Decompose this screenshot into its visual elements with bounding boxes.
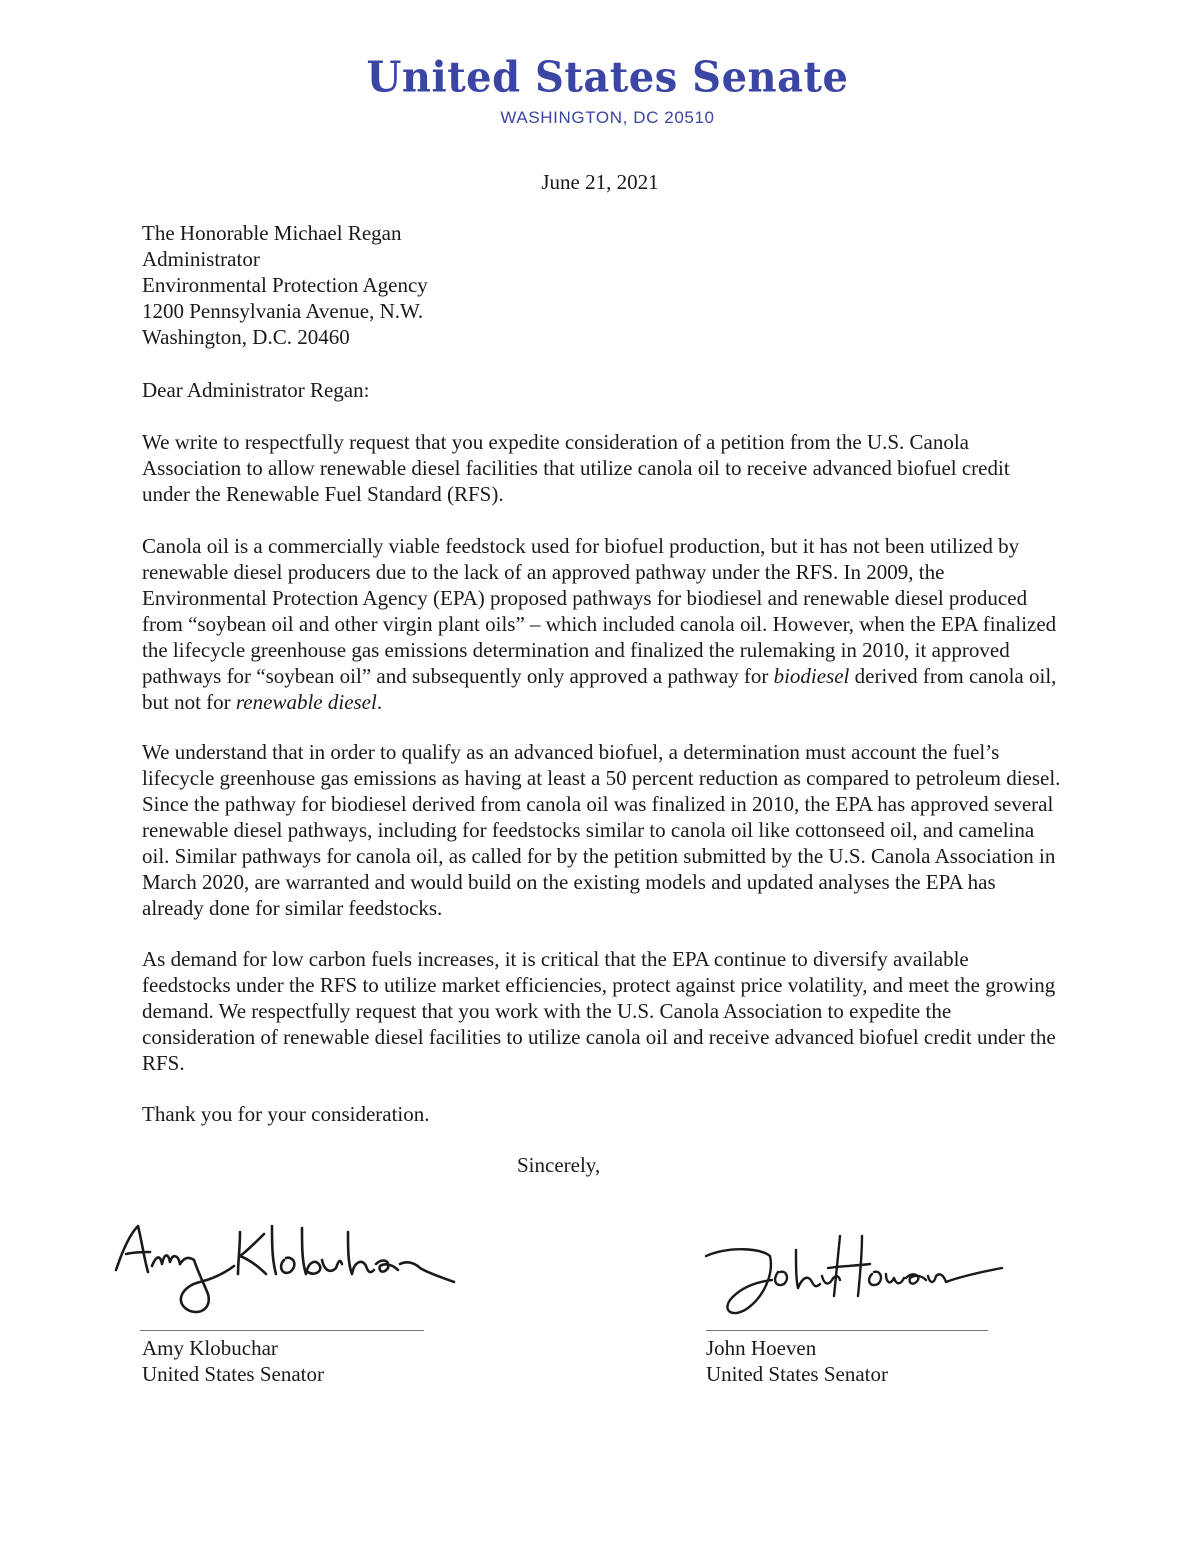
salutation: Dear Administrator Regan: <box>142 378 370 402</box>
emphasis-renewable-diesel: renewable diesel <box>235 690 377 714</box>
recipient-agency: Environmental Protection Agency <box>142 273 428 297</box>
letter-date: June 21, 2021 <box>541 170 659 194</box>
recipient-city: Washington, D.C. 20460 <box>142 325 350 349</box>
body-paragraph-2 <box>142 533 1062 715</box>
body-paragraph-4 <box>142 946 1062 1076</box>
paragraph-text-part: derived from canola oil, but not for <box>142 664 1057 714</box>
signatory-name: Amy Klobuchar <box>142 1336 278 1360</box>
emphasis-biodiesel: biodiesel <box>773 664 850 688</box>
letterhead <box>0 52 1200 128</box>
recipient-title: Administrator <box>142 247 260 271</box>
paragraph-text-part: . <box>376 690 383 714</box>
recipient-address <box>142 220 1062 350</box>
body-paragraph-3 <box>142 739 1062 921</box>
letterhead-title: United States Senate <box>366 52 849 103</box>
body-paragraph-1 <box>142 429 1062 507</box>
recipient-street: 1200 Pennsylvania Avenue, N.W. <box>142 299 424 323</box>
signatory-title: United States Senator <box>142 1362 324 1386</box>
paragraph-text <box>142 533 1062 715</box>
paragraph-text: We write to respectfully request that you expedite consideration of a petition from the U.S. Canola Association to allow renewable diesel facilities that utilize canola oil to receive advanced biofuel credit under the Renewable Fuel Standard (RFS). <box>142 430 1010 506</box>
sign-off: Sincerely, <box>517 1153 601 1177</box>
closing-line: Thank you for your consideration. <box>142 1102 430 1126</box>
signature-line <box>706 1330 988 1331</box>
signature-hoeven <box>700 1226 1010 1326</box>
signatory-name: John Hoeven <box>706 1336 817 1360</box>
paragraph-text: As demand for low carbon fuels increases, it is critical that the EPA continue to diversify available feedstocks under the RFS to utilize market efficiencies, protect against price volatility, and meet the growing demand. We respectfully request that you work with the U.S. Canola Association to expedite the consideration of renewable diesel facilities to utilize canola oil and receive advanced biofuel credit under the RFS. <box>142 947 1056 1075</box>
recipient-name: The Honorable Michael Regan <box>142 221 402 245</box>
signature-klobuchar <box>108 1212 468 1322</box>
paragraph-text: We understand that in order to qualify as an advanced biofuel, a determination must account the fuel’s lifecycle greenhouse gas emissions as having at least a 50 percent reduction as compared to petroleum diesel. Since the pathway for biodiesel derived from canola oil was finalized in 2010, the EPA has approved several renewable diesel pathways, including for feedstocks similar to canola oil like cottonseed oil, and camelina oil. Similar pathways for canola oil, as called for by the petition submitted by the U.S. Canola Association in March 2020, are warranted and would build on the existing models and updated analyses the EPA has already done for similar feedstocks. <box>142 740 1061 920</box>
signature-line <box>140 1330 424 1331</box>
paragraph-text-part: Canola oil is a commercially viable feedstock used for biofuel production, but it has not been utilized by renewable diesel producers due to the lack of an approved pathway under the RFS. In 2009, the Environmental Protection Agency (EPA) proposed pathways for biodiesel and renewable diesel produced from “soybean oil and other virgin plant oils” – which included canola oil. However, when the EPA finalized the lifecycle greenhouse gas emissions determination and finalized the rulemaking in 2010, it approved pathways for “soybean oil” and subsequently only approved a pathway for <box>142 534 1057 688</box>
signatory-title: United States Senator <box>706 1362 888 1386</box>
letterhead-address: WASHINGTON, DC 20510 <box>500 108 715 127</box>
